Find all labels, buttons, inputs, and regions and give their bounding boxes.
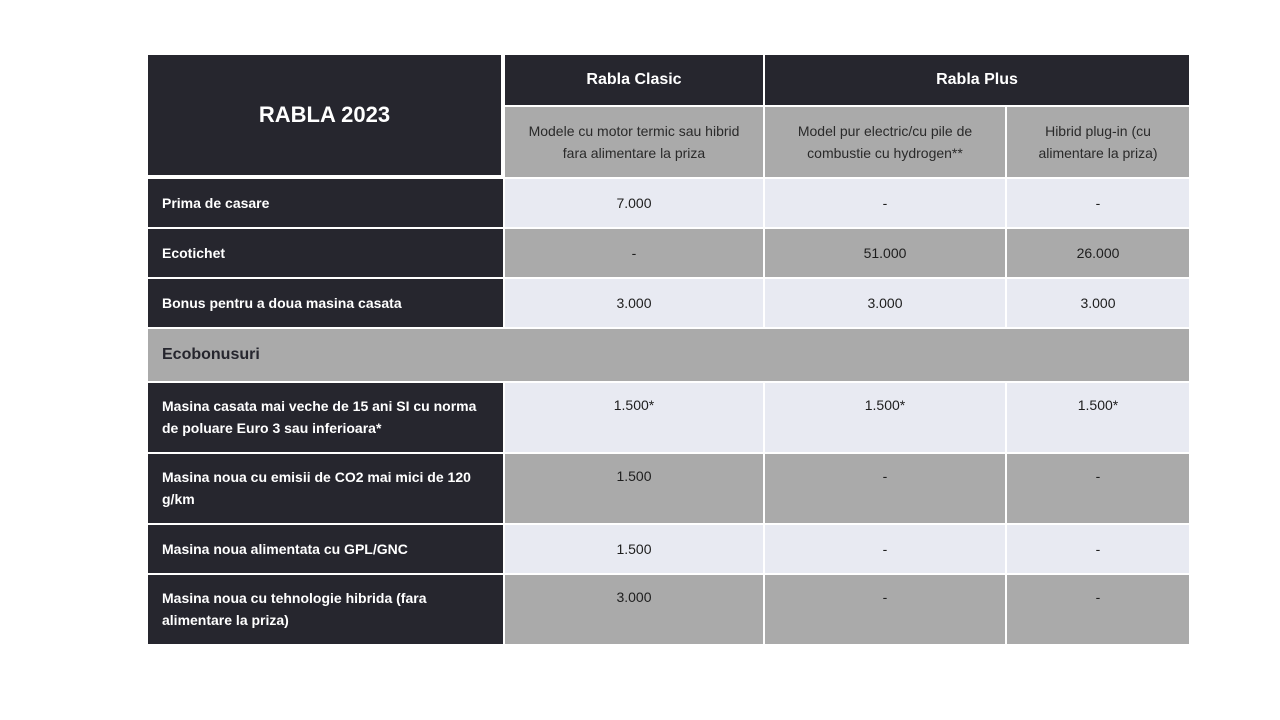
table-cell: 3.000	[765, 279, 1005, 327]
subheader-plug-in: Hibrid plug-in (cu alimentare la priza)	[1007, 107, 1189, 177]
group-header-rabla-clasic: Rabla Clasic	[505, 55, 763, 105]
table-cell: 26.000	[1007, 229, 1189, 277]
table-cell: -	[1007, 454, 1189, 523]
table-cell: 1.500	[505, 454, 763, 523]
row-label: Prima de casare	[148, 179, 503, 227]
row-label: Masina casata mai veche de 15 ani SI cu norma de poluare Euro 3 sau inferioara*	[148, 383, 503, 452]
table-cell: 1.500*	[765, 383, 1005, 452]
table-cell: 3.000	[505, 575, 763, 644]
row-label: Bonus pentru a doua masina casata	[148, 279, 503, 327]
table-cell: 1.500*	[505, 383, 763, 452]
table-cell: 1.500	[505, 525, 763, 573]
table-cell: -	[1007, 525, 1189, 573]
table-cell: -	[765, 525, 1005, 573]
subheader-electric: Model pur electric/cu pile de combustie cu hydrogen**	[765, 107, 1005, 177]
section-ecobonusuri: Ecobonusuri	[148, 329, 1189, 381]
row-label: Ecotichet	[148, 229, 503, 277]
rabla-table	[148, 55, 1185, 644]
table-cell: 51.000	[765, 229, 1005, 277]
group-header-rabla-plus: Rabla Plus	[765, 55, 1189, 105]
table-cell: -	[505, 229, 763, 277]
table-cell: -	[765, 454, 1005, 523]
table-cell: -	[765, 179, 1005, 227]
row-label: Masina noua cu tehnologie hibrida (fara alimentare la priza)	[148, 575, 503, 644]
table-cell: -	[1007, 179, 1189, 227]
table-cell: 7.000	[505, 179, 763, 227]
table-cell: 3.000	[1007, 279, 1189, 327]
row-label: Masina noua cu emisii de CO2 mai mici de 120 g/km	[148, 454, 503, 523]
table-title: RABLA 2023	[148, 55, 503, 177]
table-cell: -	[1007, 575, 1189, 644]
table-cell: 1.500*	[1007, 383, 1189, 452]
row-label: Masina noua alimentata cu GPL/GNC	[148, 525, 503, 573]
table-cell: -	[765, 575, 1005, 644]
subheader-clasic: Modele cu motor termic sau hibrid fara alimentare la priza	[505, 107, 763, 177]
table-cell: 3.000	[505, 279, 763, 327]
